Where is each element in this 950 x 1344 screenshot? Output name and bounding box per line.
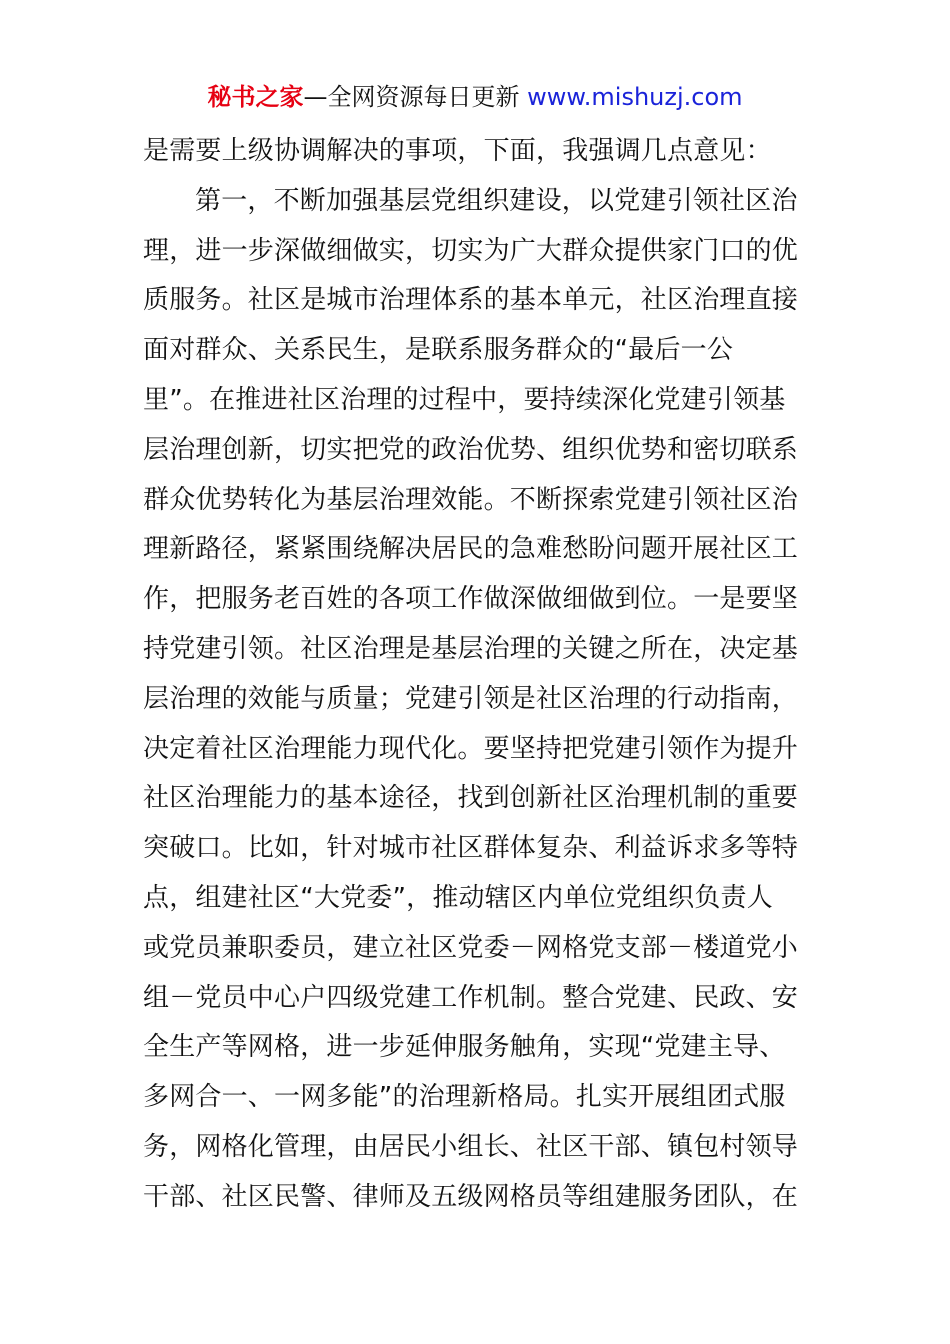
site-brand: 秘书之家 — [207, 83, 304, 111]
document-body — [143, 127, 813, 1223]
site-header — [0, 80, 950, 114]
text-line: 群众优势转化为基层治理效能。不断探索党建引领社区治 — [143, 484, 799, 515]
text-line: 或党员兼职委员，建立社区党委－网格党支部－楼道党小 — [143, 932, 799, 963]
text-line: 决定着社区治理能力现代化。要坚持把党建引领作为提升 — [143, 733, 799, 764]
text-line: 组－党员中心户四级党建工作机制。整合党建、民政、安 — [143, 982, 799, 1013]
text-line: 干部、社区民警、律师及五级网格员等组建服务团队，在 — [143, 1181, 799, 1212]
text-line: 全生产等网格，进一步延伸服务触角，实现“党建主导、 — [143, 1032, 786, 1063]
site-url-link[interactable]: www.mishuzj.com — [527, 83, 743, 111]
text-line: 多网合一、一网多能”的治理新格局。扎实开展组团式服 — [143, 1082, 786, 1113]
text-line: 层治理的效能与质量；党建引领是社区治理的行动指南， — [143, 683, 799, 714]
text-line: 里”。在推进社区治理的过程中，要持续深化党建引领基 — [143, 384, 786, 415]
text-line: 务，网格化管理，由居民小组长、社区干部、镇包村领导 — [143, 1131, 799, 1162]
text-line: 质服务。社区是城市治理体系的基本单元，社区治理直接 — [143, 285, 799, 316]
text-line: 理，进一步深做细做实，切实为广大群众提供家门口的优 — [143, 235, 799, 266]
text-line: 持党建引领。社区治理是基层治理的关键之所在，决定基 — [143, 633, 799, 664]
site-tagline: —全网资源每日更新 — [303, 83, 528, 111]
text-line: 理新路径，紧紧围绕解决居民的急难愁盼问题开展社区工 — [143, 534, 799, 565]
text-line: 层治理创新，切实把党的政治优势、组织优势和密切联系 — [143, 434, 799, 465]
text-line: 是需要上级协调解决的事项，下面，我强调几点意见： — [143, 136, 772, 166]
text-line: 社区治理能力的基本途径，找到创新社区治理机制的重要 — [143, 783, 799, 814]
text-line: 作，把服务老百姓的各项工作做深做细做到位。一是要坚 — [143, 584, 799, 615]
text-line: 突破口。比如，针对城市社区群体复杂、利益诉求多等特 — [143, 833, 799, 864]
text-line: 第一，不断加强基层党组织建设，以党建引领社区治 — [195, 185, 798, 216]
text-line: 点，组建社区“大党委”，推动辖区内单位党组织负责人 — [143, 882, 773, 913]
text-line: 面对群众、关系民生，是联系服务群众的“最后一公 — [143, 335, 734, 366]
